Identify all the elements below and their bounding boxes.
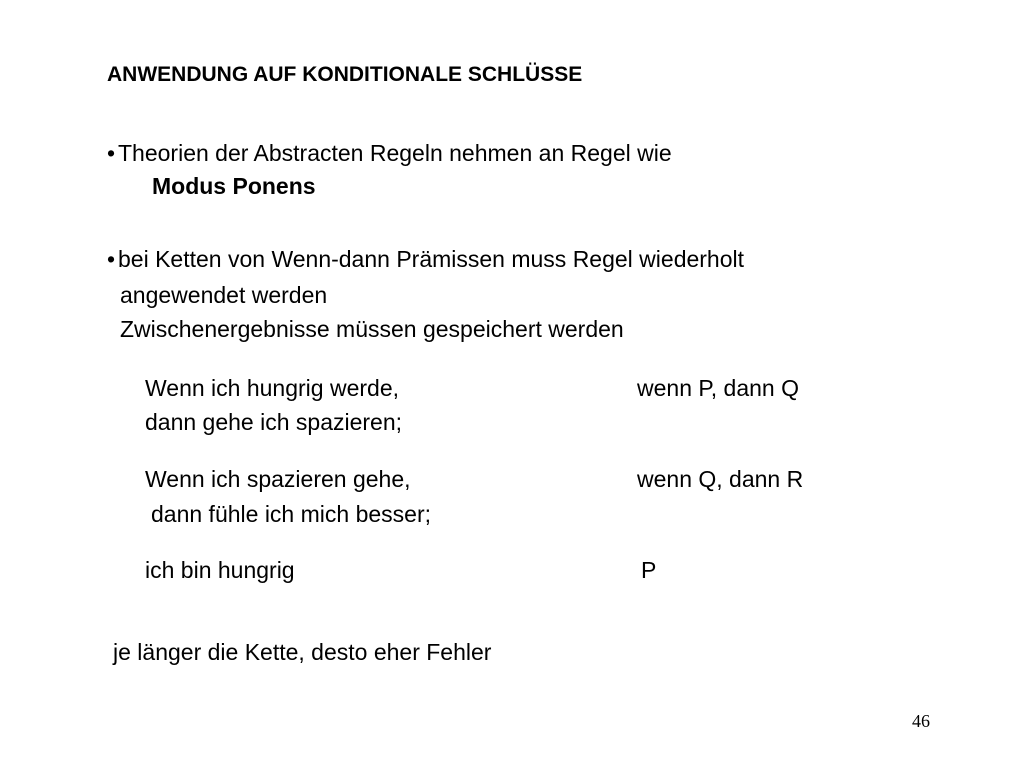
example-1-formula: wenn P, dann Q: [637, 375, 799, 401]
example-2-sentence-line-1: Wenn ich spazieren gehe,: [145, 466, 411, 492]
page-number: 46: [912, 711, 930, 731]
example-2-sentence-line-2: dann fühle ich mich besser;: [151, 501, 431, 527]
example-3-formula: P: [641, 557, 657, 583]
bullet-2-line-1: [107, 242, 744, 276]
bullet-2-text: bei Ketten von Wenn-dann Prämissen muss Regel wiederholt: [118, 246, 745, 272]
example-2-formula: wenn Q, dann R: [637, 466, 804, 492]
bullet-2-line-3: Zwischenergebnisse müssen gespeichert werden: [120, 316, 624, 342]
example-1-sentence-line-1: Wenn ich hungrig werde,: [145, 375, 399, 401]
example-3-sentence: ich bin hungrig: [145, 557, 295, 583]
example-1-sentence-line-2: dann gehe ich spazieren;: [145, 409, 403, 435]
bullet-1-line-2: Modus Ponens: [152, 173, 316, 199]
bullet-icon: •: [107, 246, 116, 272]
bullet-2-line-2: angewendet werden: [120, 282, 328, 308]
bullet-1-text: Theorien der Abstracten Regeln nehmen an Regel wie: [118, 140, 672, 166]
slide-title: ANWENDUNG AUF KONDITIONALE SCHLÜSSE: [107, 63, 583, 86]
conclusion-text: je länger die Kette, desto eher Fehler: [113, 639, 492, 665]
bullet-icon: •: [107, 140, 116, 166]
bullet-1-line-1: [107, 136, 672, 170]
